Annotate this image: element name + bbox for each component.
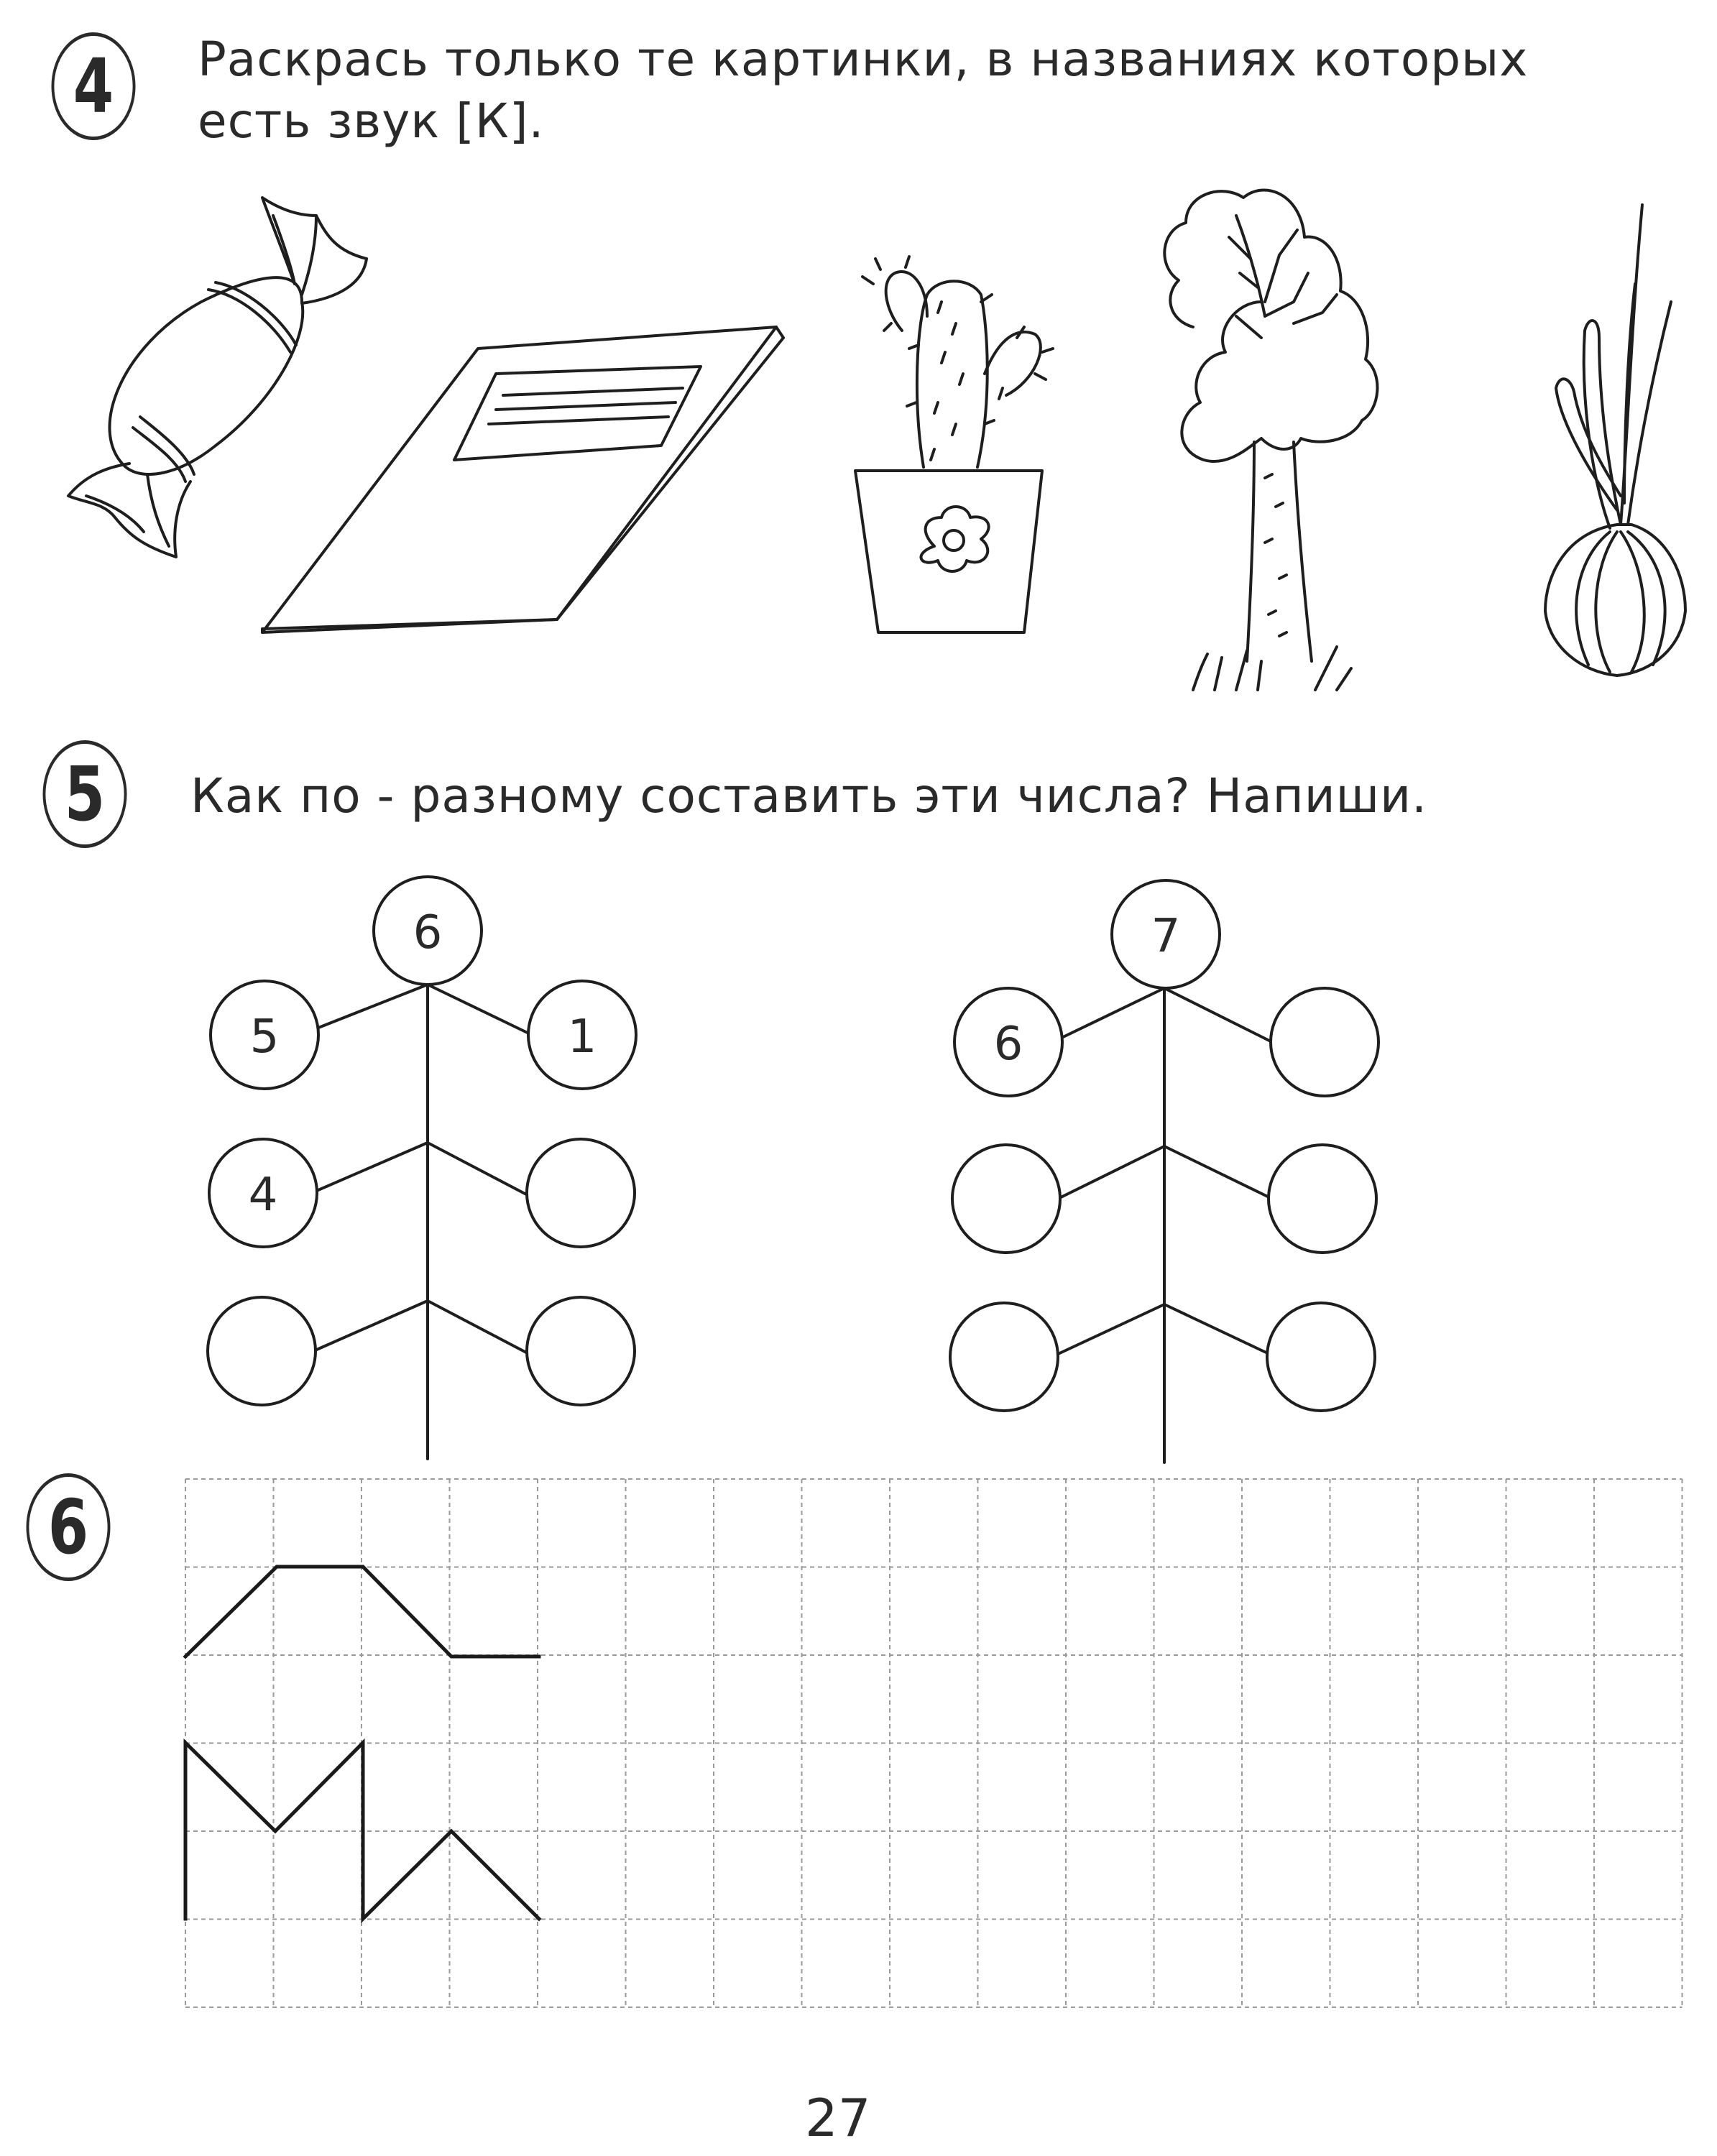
house-left-circle[interactable] [952,1145,1060,1253]
task-6-badge: 6 [27,1473,111,1581]
task-5-badge: 5 [43,740,127,848]
house-top-number: 7 [1151,910,1181,963]
house-right-circle[interactable] [527,1297,635,1405]
notebook-icon[interactable] [262,327,783,632]
house-left-number: 4 [248,1169,278,1222]
page-number: 27 [805,2088,871,2148]
cactus-icon[interactable] [855,257,1053,632]
number-house-7 [950,880,1378,1462]
onion-icon[interactable] [1545,205,1685,676]
number-house-6 [208,877,636,1459]
house-right-circle[interactable] [527,1139,635,1247]
pattern-row-1 [185,1567,539,1657]
house-left-number: 5 [249,1010,280,1064]
task-4-line-1: Раскрась только те картинки, в названиях которых [198,32,1529,87]
house-right-circle[interactable] [1269,1145,1376,1253]
tree-icon[interactable] [1164,190,1377,690]
house-right-circle[interactable] [1267,1303,1375,1411]
house-right-number: 1 [567,1010,597,1064]
house-left-circle[interactable] [950,1303,1058,1411]
task-4-line-2: есть звук [К]. [198,93,545,149]
house-right-circle[interactable] [1271,988,1378,1096]
house-top-number: 6 [413,906,443,959]
candy-icon[interactable] [68,198,367,557]
task-4-badge: 4 [52,32,136,140]
dotted-grid[interactable] [185,1479,1683,2007]
task-5-line-1: Как по - разному составить эти числа? Напиши. [190,768,1427,824]
house-left-number: 6 [993,1018,1023,1071]
house-left-circle[interactable] [208,1297,316,1405]
